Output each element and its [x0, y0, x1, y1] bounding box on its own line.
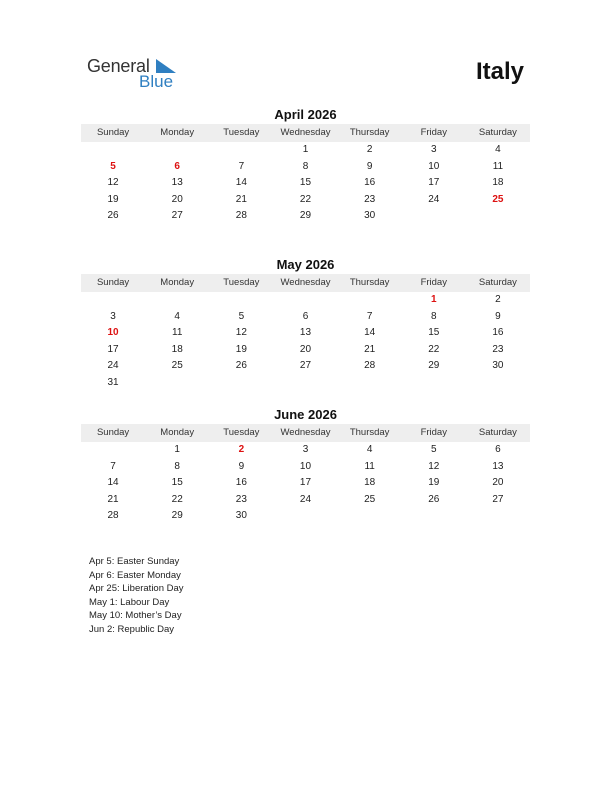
day-cell: 16 [364, 177, 376, 189]
day-cell: 10 [107, 327, 119, 339]
day-cell: 14 [364, 327, 376, 339]
empty-day-cell [466, 208, 530, 225]
day-cell: 18 [492, 177, 504, 189]
day-cell: 31 [107, 376, 119, 388]
day-cell: 24 [107, 360, 119, 372]
day-cell: 27 [171, 210, 183, 222]
day-cell: 1 [302, 144, 309, 155]
day-cell: 16 [235, 477, 247, 489]
day-cell: 26 [107, 210, 119, 222]
weekday-header: Friday [402, 274, 466, 292]
month-june [81, 406, 530, 525]
holiday-item: Jun 2: Republic Day [89, 623, 175, 635]
day-cell: 6 [302, 310, 309, 322]
empty-day-cell [145, 292, 209, 309]
logo-text-blue: Blue [139, 72, 174, 91]
month-april [81, 106, 530, 225]
day-cell: 4 [174, 310, 180, 322]
day-cell: 30 [235, 510, 247, 522]
weekday-header: Monday [145, 424, 209, 442]
day-cell: 21 [235, 193, 247, 205]
day-cell: 2 [495, 294, 501, 305]
weekday-header: Tuesday [209, 274, 273, 292]
day-cell: 19 [235, 343, 247, 355]
weekday-header: Monday [145, 124, 209, 142]
day-cell: 22 [428, 343, 440, 355]
weekday-header: Thursday [338, 124, 402, 142]
holiday-item: Apr 6: Easter Monday [89, 569, 181, 581]
logo-text-general: General [87, 56, 150, 76]
generalblue-logo [87, 56, 197, 92]
month-may [81, 256, 530, 392]
day-cell: 15 [171, 477, 183, 489]
day-cell: 23 [364, 193, 376, 205]
day-cell: 18 [171, 343, 183, 355]
empty-day-cell [466, 508, 530, 525]
day-cell: 8 [430, 310, 437, 322]
day-cell: 21 [107, 493, 119, 505]
holiday-item: Apr 5: Easter Sunday [89, 556, 180, 567]
day-cell: 25 [492, 193, 504, 205]
day-cell: 15 [299, 177, 312, 189]
day-cell: 13 [171, 177, 183, 189]
day-cell: 3 [110, 310, 116, 322]
day-cell: 26 [428, 493, 440, 505]
empty-day-cell [209, 142, 273, 159]
day-cell: 19 [428, 477, 440, 489]
weekday-header: Sunday [81, 124, 145, 142]
day-cell: 4 [495, 144, 501, 155]
empty-day-cell [81, 292, 145, 309]
day-cell: 13 [492, 460, 504, 472]
empty-day-cell [145, 375, 209, 392]
calendar-grid [81, 274, 530, 392]
day-cell: 2 [366, 144, 373, 155]
weekday-header: Tuesday [209, 124, 273, 142]
day-cell: 30 [364, 210, 376, 222]
empty-day-cell [81, 442, 145, 459]
day-cell: 5 [430, 444, 437, 455]
day-cell: 29 [299, 210, 312, 222]
day-cell: 22 [171, 493, 183, 505]
weekday-header: Saturday [466, 424, 530, 442]
day-cell: 12 [235, 327, 247, 339]
day-cell: 7 [238, 160, 245, 172]
weekday-header: Sunday [81, 424, 145, 442]
weekday-header: Friday [402, 424, 466, 442]
day-cell: 28 [364, 360, 376, 372]
holiday-item: May 1: Labour Day [89, 596, 170, 608]
day-cell: 4 [366, 444, 373, 455]
day-cell: 25 [171, 360, 183, 372]
day-cell: 9 [495, 310, 501, 322]
empty-day-cell [273, 508, 337, 525]
weekday-header: Thursday [338, 274, 402, 292]
day-cell: 17 [299, 477, 312, 489]
day-cell: 1 [174, 444, 180, 455]
weekday-header: Wednesday [273, 124, 337, 142]
day-cell: 11 [492, 160, 504, 172]
empty-day-cell [209, 292, 273, 309]
day-cell: 3 [430, 144, 437, 155]
empty-day-cell [338, 375, 402, 392]
day-cell: 3 [302, 444, 309, 455]
day-cell: 23 [235, 493, 247, 505]
month-title: June 2026 [274, 407, 337, 422]
empty-day-cell [273, 375, 337, 392]
empty-day-cell [402, 208, 466, 225]
day-cell: 8 [174, 460, 180, 472]
empty-day-cell [402, 375, 466, 392]
day-cell: 6 [174, 160, 180, 172]
day-cell: 28 [235, 210, 247, 222]
day-cell: 15 [428, 327, 440, 339]
empty-day-cell [402, 508, 466, 525]
day-cell: 27 [492, 493, 504, 505]
day-cell: 28 [107, 510, 119, 522]
weekday-header: Sunday [81, 274, 145, 292]
day-cell: 9 [238, 460, 245, 472]
day-cell: 29 [428, 360, 440, 372]
weekday-header: Saturday [466, 274, 530, 292]
weekday-header: Friday [402, 124, 466, 142]
day-cell: 1 [430, 294, 437, 305]
empty-day-cell [273, 292, 337, 309]
month-title: April 2026 [274, 107, 337, 122]
day-cell: 22 [299, 193, 312, 205]
day-cell: 7 [110, 460, 116, 472]
day-cell: 20 [492, 477, 504, 489]
day-cell: 8 [302, 160, 309, 172]
empty-day-cell [145, 142, 209, 159]
empty-day-cell [209, 375, 273, 392]
holiday-item: May 10: Mother’s Day [89, 610, 182, 622]
holiday-list [89, 555, 184, 637]
day-cell: 19 [107, 193, 119, 205]
day-cell: 25 [364, 493, 376, 505]
weekday-header: Wednesday [273, 274, 337, 292]
day-cell: 13 [299, 327, 312, 339]
day-cell: 18 [364, 477, 376, 489]
day-cell: 6 [495, 444, 501, 455]
day-cell: 16 [492, 327, 504, 339]
country-title: Italy [475, 58, 524, 85]
weekday-header: Monday [145, 274, 209, 292]
day-cell: 20 [299, 343, 312, 355]
day-cell: 11 [364, 460, 375, 472]
empty-day-cell [466, 375, 530, 392]
day-cell: 17 [428, 177, 440, 189]
day-cell: 30 [492, 360, 504, 372]
day-cell: 14 [235, 177, 247, 189]
day-cell: 21 [364, 343, 376, 355]
empty-day-cell [81, 142, 145, 159]
day-cell: 5 [110, 160, 116, 172]
day-cell: 10 [428, 160, 440, 172]
day-cell: 24 [428, 193, 440, 205]
day-cell: 5 [238, 310, 245, 322]
day-cell: 12 [428, 460, 440, 472]
day-cell: 9 [366, 160, 373, 172]
weekday-header: Thursday [338, 424, 402, 442]
day-cell: 29 [171, 510, 183, 522]
weekday-header: Tuesday [209, 424, 273, 442]
day-cell: 20 [171, 193, 183, 205]
weekday-header: Wednesday [273, 424, 337, 442]
day-cell: 11 [172, 327, 183, 339]
empty-day-cell [338, 508, 402, 525]
day-cell: 2 [238, 444, 245, 455]
day-cell: 14 [107, 477, 119, 489]
weekday-header: Saturday [466, 124, 530, 142]
calendar-grid [81, 124, 530, 225]
day-cell: 23 [492, 343, 504, 355]
day-cell: 10 [299, 460, 312, 472]
day-cell: 7 [366, 310, 373, 322]
day-cell: 27 [299, 360, 312, 372]
day-cell: 24 [299, 493, 312, 505]
calendar-grid [81, 424, 530, 525]
day-cell: 12 [107, 177, 119, 189]
day-cell: 26 [235, 360, 247, 372]
logo-triangle-icon [156, 59, 176, 73]
empty-day-cell [338, 292, 402, 309]
day-cell: 17 [107, 343, 119, 355]
holiday-item: Apr 25: Liberation Day [89, 583, 184, 595]
month-title: May 2026 [276, 257, 335, 272]
